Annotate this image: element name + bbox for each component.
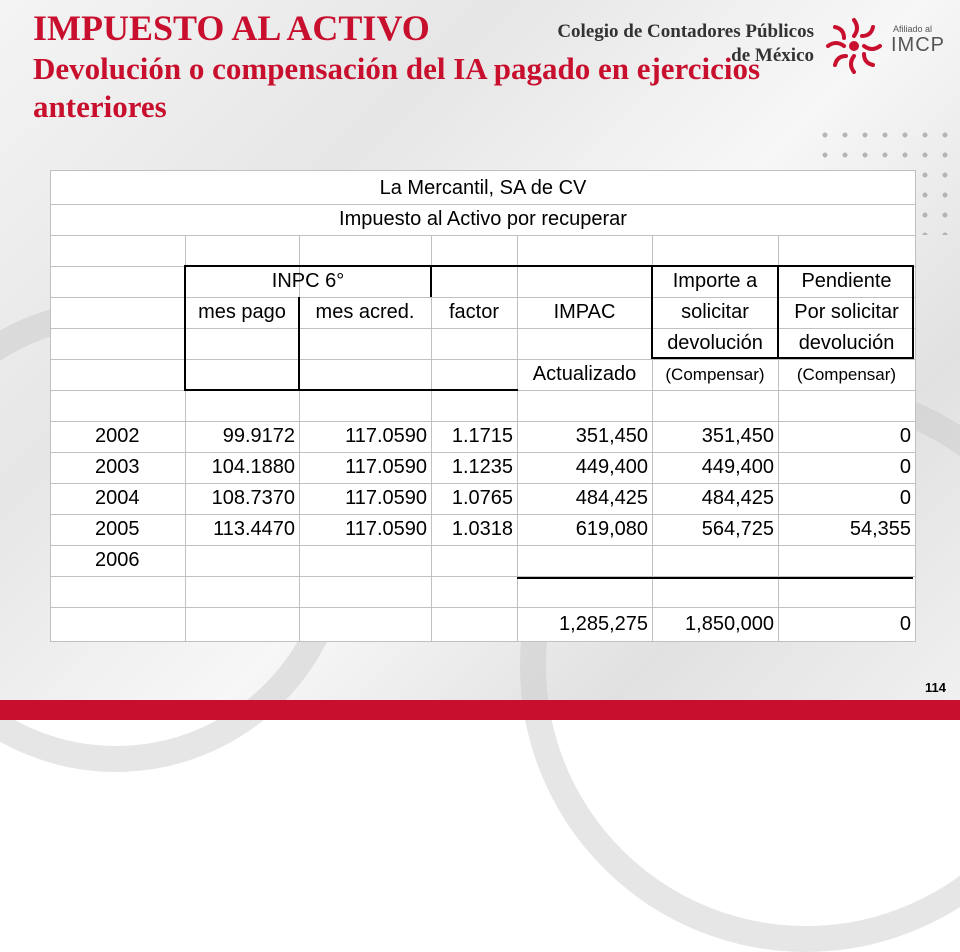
mes-pago-cell: 99.9172 [222,425,295,447]
table-heading: Impuesto al Activo por recuperar [339,208,627,230]
year-cell: 2003 [95,456,140,478]
header-inpc: INPC 6° [271,270,345,292]
footer-accent-bar [0,700,960,720]
grid-line [51,235,915,236]
importe-cell: 351,450 [701,425,774,447]
spreadsheet-table [50,170,916,642]
logo-imcp: IMCP [891,34,945,56]
impac-cell: 351,450 [575,425,648,447]
mes-acred-cell: 117.0590 [345,456,427,478]
total-importe: 1,850,000 [685,612,774,635]
pendiente-cell: 0 [899,456,911,478]
header-mes-acred: mes acred. [315,301,415,323]
slide-title: IMPUESTO AL ACTIVO [33,8,430,48]
factor-cell: 1.1715 [451,425,513,447]
pendiente-cell: 0 [899,425,911,447]
slide-subtitle: Devolución o compensación del IA pagado en ejercicios anteriores [33,51,761,124]
mes-acred-cell: 117.0590 [345,518,427,540]
header-impac: IMPAC [553,301,616,323]
header-pendiente: Pendiente [801,270,892,292]
header-mes-pago: mes pago [198,301,286,323]
mes-pago-cell: 113.4470 [213,518,295,540]
pendiente-cell: 0 [899,487,911,509]
page-number: 114 [925,680,946,695]
header-importe: Importe a [672,270,758,292]
year-cell: 2006 [95,549,140,571]
pendiente-cell: 54,355 [849,518,911,540]
factor-cell: 1.0318 [451,518,513,540]
mes-acred-cell: 117.0590 [345,487,427,509]
impac-cell: 619,080 [575,518,648,540]
logo-emblem-icon [822,14,886,78]
total-separator-line [517,577,913,579]
logo-college-name [557,20,814,68]
logo-affiliation: Afiliado al [893,24,933,34]
header-actualizado: Actualizado [532,363,637,385]
impac-cell: 484,425 [575,487,648,509]
mes-pago-cell: 104.1880 [211,456,295,478]
year-cell: 2004 [95,487,140,509]
header-factor: factor [448,301,500,323]
importe-cell: 484,425 [701,487,774,509]
header-solicitar: solicitar [681,301,749,323]
importe-cell: 564,725 [701,518,774,540]
impac-cell: 449,400 [575,456,648,478]
total-impac: 1,285,275 [559,612,648,635]
header-por-solicitar: Por solicitar [794,301,899,323]
company-name: La Mercantil, SA de CV [379,177,587,199]
header-compensar: (Compensar) [796,364,897,384]
header-devolucion: devolución [667,332,763,354]
header-devolucion: devolución [798,332,895,354]
header-border [185,389,518,391]
factor-cell: 1.0765 [451,487,513,509]
factor-cell: 1.1235 [451,456,513,478]
year-cell: 2005 [95,518,140,540]
total-pendiente: 0 [899,612,911,635]
year-cell: 2002 [95,425,140,447]
logo-line-2: de México [731,45,814,66]
mes-pago-cell: 108.7370 [211,487,295,509]
importe-cell: 449,400 [701,456,774,478]
logo-line-1: Colegio de Contadores Públicos [557,21,814,42]
header-compensar: (Compensar) [665,364,765,384]
mes-acred-cell: 117.0590 [345,425,427,447]
